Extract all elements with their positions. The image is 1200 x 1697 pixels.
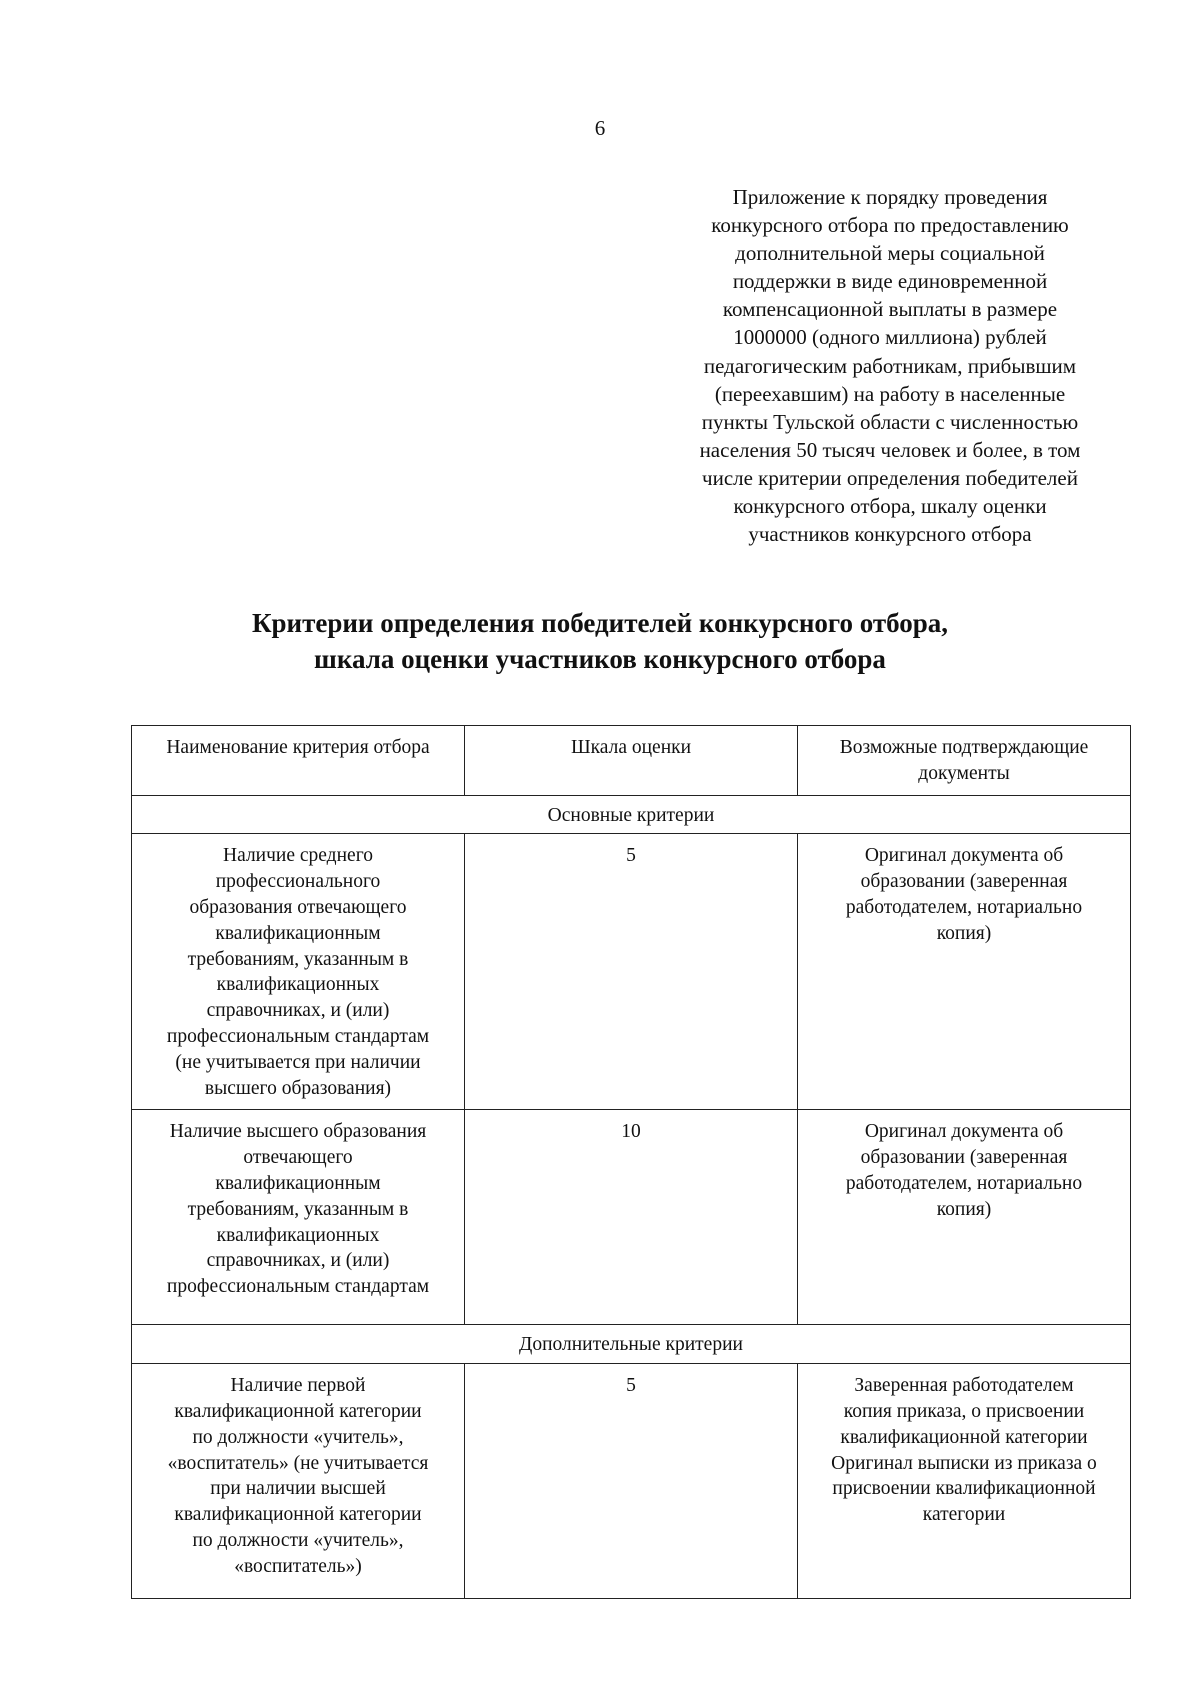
section-main-label: Основные критерии xyxy=(132,795,1131,834)
criterion-cell: Наличие среднего профессионального образования отвечающего квалификационным требованиям, указанным в квалификационных справочниках, и (или) профессиональным стандартам (не учитывается при наличии высшего образования) xyxy=(132,834,465,1110)
section-additional-label: Дополнительные критерии xyxy=(132,1325,1131,1364)
appendix-line: числе критерии определения победителей xyxy=(702,465,1078,490)
table-header-row xyxy=(132,726,1131,796)
section-row-additional xyxy=(132,1325,1131,1364)
title-line: Критерии определения победителей конкурсного отбора, xyxy=(251,608,949,638)
criteria-table xyxy=(131,725,1131,1599)
appendix-line: поддержки в виде единовременной xyxy=(732,269,1048,294)
table-row xyxy=(132,1110,1131,1325)
score-cell: 10 xyxy=(465,1110,798,1325)
appendix-line: Приложение к порядку проведения xyxy=(732,185,1048,209)
header-criterion: Наименование критерия отбора xyxy=(132,726,465,796)
criterion-cell: Наличие первой квалификационной категории по должности «учитель», «воспитатель» (не учитывается при наличии высшей квалификационной категории по должности «учитель», «воспитатель») xyxy=(132,1364,465,1599)
appendix-line: 1000000 (одного миллиона) рублей xyxy=(733,325,1047,350)
documents-cell: Оригинал документа об образовании (заверенная работодателем, нотариально копия) xyxy=(798,834,1131,1110)
documents-cell: Заверенная работодателем копия приказа, о присвоении квалификационной категории Оригинал выписки из приказа о присвоении квалификационной категории xyxy=(798,1364,1131,1599)
score-cell: 5 xyxy=(465,834,798,1110)
appendix-line: конкурсного отбора, шкалу оценки xyxy=(733,494,1047,519)
page-number: 6 xyxy=(594,116,606,140)
header-documents: Возможные подтверждающие документы xyxy=(798,726,1131,796)
appendix-line: (переехавшим) на работу в населенные xyxy=(714,381,1066,406)
appendix-note xyxy=(655,183,1125,548)
score-cell: 5 xyxy=(465,1364,798,1599)
table-row xyxy=(132,834,1131,1110)
documents-cell: Оригинал документа об образовании (заверенная работодателем, нотариально копия) xyxy=(798,1110,1131,1325)
appendix-line: дополнительной меры социальной xyxy=(735,241,1045,266)
header-score: Шкала оценки xyxy=(465,726,798,796)
criterion-cell: Наличие высшего образования отвечающего квалификационным требованиям, указанным в квалификационных справочниках, и (или) профессиональным стандартам xyxy=(132,1110,465,1325)
appendix-line: участников конкурсного отбора xyxy=(748,522,1032,547)
section-row-main xyxy=(132,795,1131,834)
appendix-line: конкурсного отбора по предоставлению xyxy=(711,213,1069,238)
appendix-line: пункты Тульской области с численностью xyxy=(701,409,1079,434)
appendix-line: населения 50 тысяч человек и более, в том xyxy=(699,437,1081,462)
document-title xyxy=(0,605,1200,677)
table-row xyxy=(132,1364,1131,1599)
appendix-line: компенсационной выплаты в размере xyxy=(722,297,1058,322)
title-line: шкала оценки участников конкурсного отбора xyxy=(314,644,886,674)
appendix-line: педагогическим работникам, прибывшим xyxy=(703,353,1077,378)
